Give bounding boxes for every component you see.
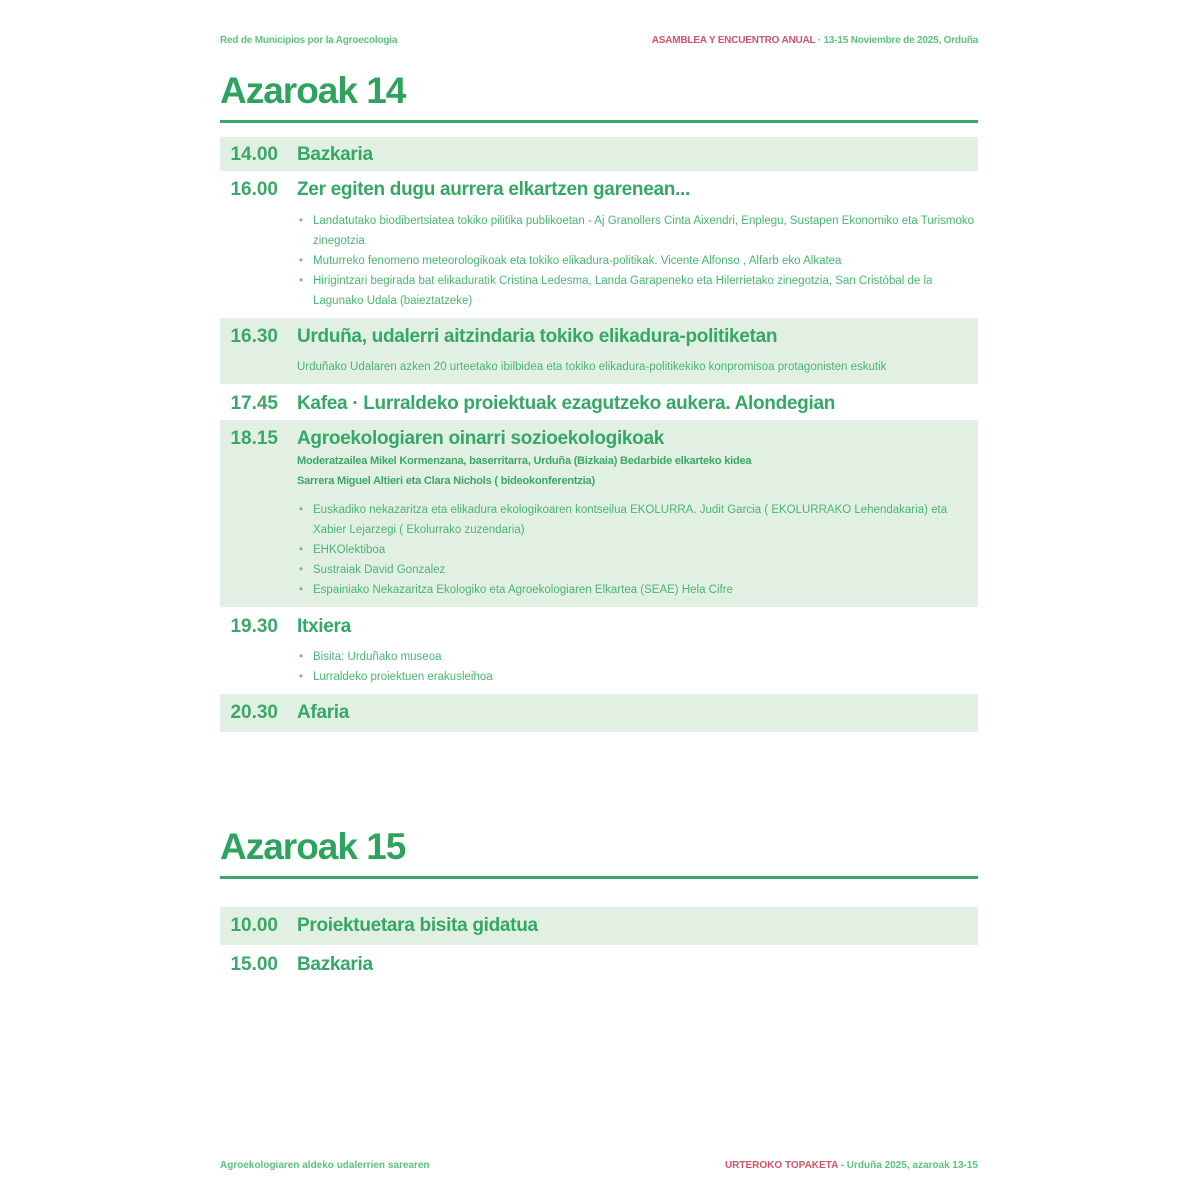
header-event-name: ASAMBLEA Y ENCUENTRO ANUAL: [651, 35, 816, 46]
item-title: Urduña, udalerri aitzindaria tokiko elikadura-politiketan: [297, 326, 778, 347]
bullet: • Sustraiak David Gonzalez: [313, 560, 983, 580]
header-event-date: · 13-15 Noviembre de 2025, Orduña: [815, 35, 978, 46]
item-moderator: Moderatzailea Mikel Kormenzana, baserritarra, Urduña (Bizkaia) Bedarbide elkarteko kidea: [297, 455, 752, 467]
schedule-item: [220, 607, 978, 694]
item-bullets: [297, 211, 983, 311]
schedule-item: [220, 420, 978, 607]
item-title: Zer egiten dugu aurrera elkartzen garenean...: [297, 179, 691, 200]
footer-event-date: - Urduña 2025, azaroak 13-15: [837, 1160, 978, 1171]
day-title-15: Azaroak 15: [220, 826, 406, 867]
footer-event-name: URTEROKO TOPAKETA: [724, 1160, 838, 1171]
schedule-item: [220, 907, 978, 945]
header-organization: Red de Municipios por la Agroecologia: [220, 35, 398, 46]
item-time: 16.30: [230, 326, 278, 347]
bullet: • Euskadiko nekazaritza eta elikadura ekologikoaren kontseilua EKOLURRA. Judit Garcia ( EKOLURRAKO Lehendakaria) eta Xabier Lejarzegi ( Ekolurrako zuzendaria): [313, 500, 983, 540]
schedule-item: [220, 171, 978, 318]
divider: [220, 120, 978, 123]
bullet: • Landatutako biodibertsiatea tokiko pilitika publikoetan - Aj Granollers Cinta Aixendri, Enplegu, Sustapen Ekonomiko eta Turismoko zinegotzia: [313, 211, 983, 251]
schedule-item: [220, 137, 978, 171]
item-title: Agroekologiaren oinarri sozioekologikoak: [297, 428, 665, 449]
item-title: Bazkaria: [297, 954, 373, 975]
item-time: 20.30: [230, 702, 278, 723]
item-time: 15.00: [230, 954, 278, 975]
bullet: • Muturreko fenomeno meteorologikoak eta tokiko elikadura-politikak. Vicente Alfonso , Alfarb eko Alkatea: [313, 251, 983, 271]
bullet: • Espainiako Nekazaritza Ekologiko eta Agroekologiaren Elkartea (SEAE) Hela Cifre: [313, 580, 983, 600]
item-time: 18.15: [230, 428, 278, 449]
item-title: Kafea · Lurraldeko proiektuak ezagutzeko aukera. Alondegian: [297, 393, 836, 414]
item-title: Itxiera: [297, 616, 351, 637]
item-intro: Sarrera Miguel Altieri eta Clara Nichols ( bideokonferentzia): [297, 475, 595, 487]
bullet: • Hirigintzari begirada bat elikaduratik Cristina Ledesma, Landa Garapeneko eta Hilerrietako zinegotzia, San Cristóbal de la Lagunako Udala (baieztatzeke): [313, 271, 983, 311]
schedule-item: [220, 945, 978, 983]
schedule-item: [220, 318, 978, 384]
item-time: 16.00: [230, 179, 278, 200]
day-title-14: Azaroak 14: [220, 70, 406, 111]
bullet: • Bisita: Urduñako museoa: [313, 647, 983, 667]
bullet: • EHKOlektiboa: [313, 540, 983, 560]
item-title: Bazkaria: [297, 144, 373, 165]
footer-event: [725, 1160, 978, 1171]
item-time: 10.00: [230, 915, 278, 936]
item-subtitle: Urduñako Udalaren azken 20 urteetako ibilbidea eta tokiko elikadura-politikekiko konpromisoa protagonisten eskutik: [297, 361, 887, 373]
item-bullets: [297, 500, 983, 600]
item-title: Afaria: [297, 702, 350, 723]
item-time: 14.00: [230, 144, 278, 165]
item-time: 19.30: [230, 616, 278, 637]
item-title: Proiektuetara bisita gidatua: [297, 915, 538, 936]
header-event: [652, 35, 978, 46]
schedule-item: [220, 384, 978, 420]
footer-organization: Agroekologiaren aldeko udalerrien sarearen: [220, 1160, 430, 1171]
divider: [220, 876, 978, 879]
item-bullets: [297, 647, 983, 687]
schedule-item: [220, 694, 978, 732]
item-time: 17.45: [230, 393, 278, 414]
bullet: • Lurraldeko proiektuen erakusleihoa: [313, 667, 983, 687]
